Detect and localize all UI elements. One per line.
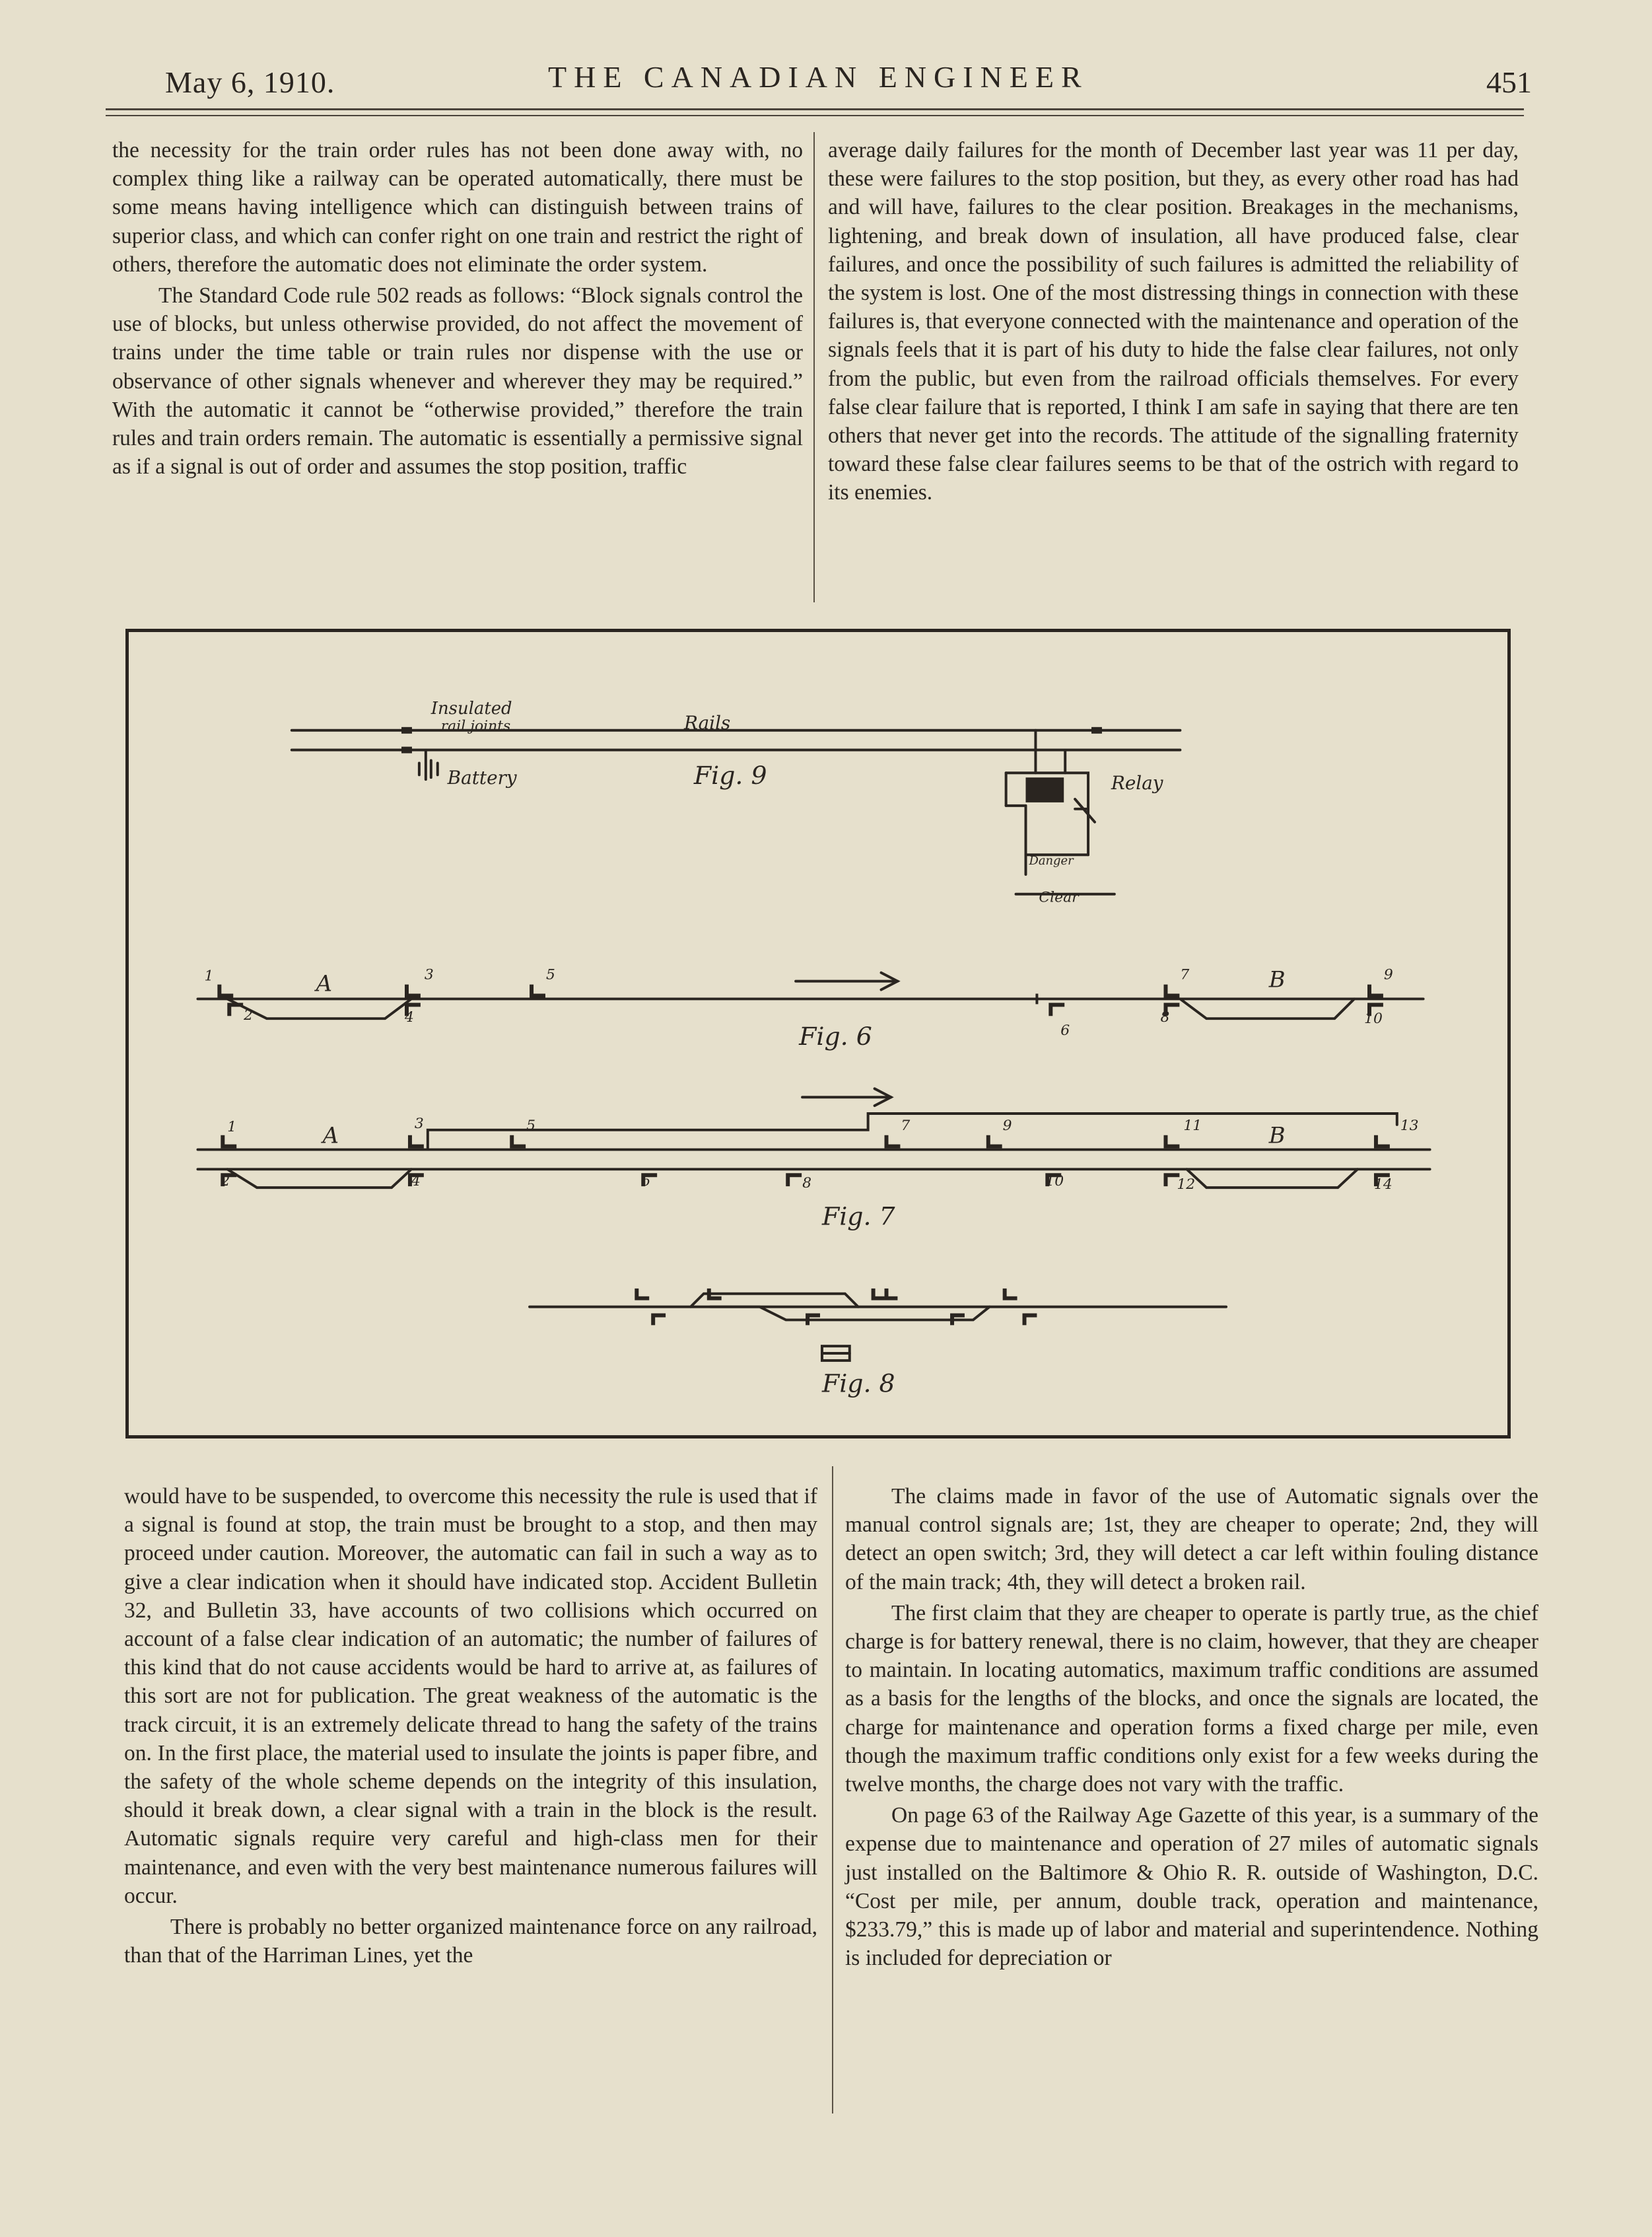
paragraph: the necessity for the train order rules has not been done away with, no complex thing like a railway can be operated automatically, there must be some means having intelligence which can distinguish between trains of superior class, and which can confer right on one train and restrict the right of others, therefore the automatic does not eliminate the order system. <box>112 138 803 277</box>
fig6-diagram <box>197 967 1423 1051</box>
fig7-signal-3 <box>408 1135 424 1149</box>
fig7-signal-9 <box>986 1135 1002 1149</box>
fig7-signal-number: 4 <box>411 1173 421 1190</box>
paragraph: The Standard Code rule 502 reads as follows: “Block signals control the use of blocks, but unless otherwise provided, do not affect the movement of trains under the time table or train rules nor dispense with the use or observance of other signals whenever and wherever they may be required.” With the automatic it cannot be “otherwise provided,” therefore the train rules and train orders remain. The automatic is essentially a permissive signal as if a signal is out of order and assumes the stop position, traffic <box>112 283 803 479</box>
fig6-signal-number: 10 <box>1364 1011 1383 1028</box>
fig6-signal-9 <box>1367 985 1383 998</box>
fig7-signal-number: 2 <box>221 1173 230 1190</box>
fig8-diagram <box>530 1289 1226 1398</box>
fig7-block-b: B <box>1268 1122 1286 1149</box>
fig6-signal-number: 1 <box>204 968 214 985</box>
fig6-signal-number: 2 <box>244 1007 254 1024</box>
header-rule <box>106 108 1524 110</box>
fig7-signal-8 <box>786 1173 802 1186</box>
fig7-signal-number: 6 <box>641 1173 651 1190</box>
fig6-signal-6 <box>1049 1003 1064 1016</box>
figure-svg <box>129 632 1507 1435</box>
bottom-right-column <box>845 1482 1538 1972</box>
fig6-signal-number: 5 <box>545 966 555 983</box>
fig7-caption: Fig. 7 <box>821 1201 895 1231</box>
signal-diagram-figure <box>125 629 1511 1438</box>
fig9-label-rails: Rails <box>683 711 731 734</box>
paragraph: On page 63 of the Railway Age Gazette of this year, is a summary of the expense due to maintenance and operation of 27 miles of automatic signals just installed on the Baltimore & Ohio R. R. outside of Washington, D.C. “Cost per mile, per annum, double track, operation and maintenance, $233.79,” this is made up of labor and material and superintendence. Nothing is included for depreciation or <box>845 1803 1538 1971</box>
fig9-label-clear: Clear <box>1039 889 1079 906</box>
header-rule-double <box>106 115 1524 116</box>
fig7-signal-number: 9 <box>1002 1117 1012 1134</box>
fig7-signal-number: 11 <box>1183 1117 1202 1134</box>
fig6-signal-number: 9 <box>1383 966 1393 983</box>
fig7-signal-13 <box>1374 1135 1390 1149</box>
fig6-block-b: B <box>1268 966 1286 993</box>
fig9-label-relay: Relay <box>1111 772 1163 795</box>
paragraph: There is probably no better organized maintenance force on any railroad, than that of the Harriman Lines, yet the <box>124 1915 817 1968</box>
fig6-signal-number: 3 <box>424 966 434 983</box>
fig6-signal-number: 7 <box>1180 966 1190 983</box>
column-divider <box>813 132 815 602</box>
fig7-block-a: A <box>322 1122 339 1149</box>
top-left-column <box>112 136 803 481</box>
fig7-signal-number: 10 <box>1045 1173 1064 1190</box>
fig9-label-battery: Battery <box>447 767 517 789</box>
fig6-block-a: A <box>316 970 333 997</box>
fig6-signal-7 <box>1163 985 1179 998</box>
fig8-caption: Fig. 8 <box>821 1368 895 1398</box>
fig7-signal-number: 1 <box>227 1118 237 1135</box>
fig6-signal-number: 4 <box>404 1009 414 1026</box>
paragraph: The claims made in favor of the use of Automatic signals over the manual control signals are; 1st, they are cheaper to operate; 2nd, they will detect an open switch; 3rd, they will detect a car left within fouling distance of the main track; 4th, they will detect a broken rail. <box>845 1484 1538 1594</box>
fig9-label-insulated: Insulated <box>430 699 512 719</box>
paragraph: would have to be suspended, to overcome this necessity the rule is used that if a signal is found at stop, the train must be brought to a stop, and then may proceed under caution. Moreover, the automatic can fail in such a way as to give a clear indication when it should have indicated stop. Accident Bulletin 32, and Bulletin 33, have accounts of two collisions which occurred on account of a false clear indication of an automatic; the number of failures of this kind that do not cause accidents would be hard to arrive at, as failures of this sort are not for publication. The great weakness of the automatic is the track circuit, it is an extremely delicate thread to hang the safety of the trains on. In the first place, the material used to insulate the joints is paper fibre, and the safety of the whole scheme depends on the integrity of this insulation, should it break down, a clear signal with a train in the block is the result. Automatic signals require very careful and high-class men for their maintenance, and even with the very best maintenance numerous failures will occur. <box>124 1484 817 1908</box>
fig7-signal-11 <box>1163 1135 1179 1149</box>
fig6-caption: Fig. 6 <box>799 1021 872 1051</box>
fig9-caption: Fig. 9 <box>693 761 767 791</box>
fig7-signal-number: 13 <box>1400 1117 1419 1134</box>
journal-title: THE CANADIAN ENGINEER <box>548 60 1089 94</box>
fig7-signal-number: 8 <box>802 1175 812 1192</box>
fig7-signal-number: 3 <box>414 1115 424 1132</box>
fig6-signal-2 <box>227 1003 243 1016</box>
top-right-column <box>828 136 1519 507</box>
fig7-signal-number: 12 <box>1177 1176 1196 1193</box>
fig7-signal-number: 14 <box>1373 1176 1393 1193</box>
fig7-signal-1 <box>221 1135 236 1149</box>
fig7-signal-number: 7 <box>901 1117 911 1134</box>
fig6-signal-number: 6 <box>1060 1022 1070 1039</box>
page-number: 451 <box>1486 65 1532 99</box>
fig7-signal-5 <box>510 1135 526 1149</box>
fig9-label-danger: Danger <box>1029 854 1074 869</box>
page-header <box>106 55 1532 108</box>
column-divider <box>832 1466 833 2113</box>
bottom-left-column <box>124 1482 817 1970</box>
paragraph: The first claim that they are cheaper to operate is partly true, as the chief charge is for battery renewal, there is no claim, however, that they are cheaper to maintain. In locating automatics, maximum traffic conditions are assumed as a basis for the lengths of the blocks, and once the signals are located, the charge for maintenance and operation forms a fixed charge per mile, even though the maximum traffic conditions only exist for a few weeks during the twelve months, the charge does not vary with the traffic. <box>845 1600 1538 1797</box>
fig7-diagram <box>197 1088 1429 1230</box>
fig9-label-rail-joints: rail joints <box>440 717 511 734</box>
fig7-signal-7 <box>885 1135 901 1149</box>
fig9-diagram <box>292 699 1181 906</box>
fig6-signal-5 <box>530 985 545 998</box>
fig7-signal-number: 5 <box>526 1117 536 1134</box>
paragraph: average daily failures for the month of December last year was 11 per day, these were failures to the stop position, but they, as every other road has had and will have, failures to the clear position. Breakages in the mechanisms, lightening, and break down of insulation, all have produced false, clear failures, and once the possibility of such failures is admitted the reliability of the system is lost. One of the most distressing things in connection with these failures is, that everyone connected with the maintenance and operation of the signals feels that it is part of his duty to hide the false clear failures, not only from the public, but even from the railroad officials themselves. For every false clear failure that is reported, I think I am safe in saying that there are ten others that never get into the records. The attitude of the signalling fraternity toward these false clear failures seems to be that of the ostrich with regard to its enemies. <box>828 138 1519 505</box>
fig6-signal-1 <box>217 985 233 998</box>
fig6-signal-number: 8 <box>1160 1009 1170 1026</box>
header-date: May 6, 1910. <box>165 65 335 99</box>
fig6-signal-3 <box>405 985 421 998</box>
